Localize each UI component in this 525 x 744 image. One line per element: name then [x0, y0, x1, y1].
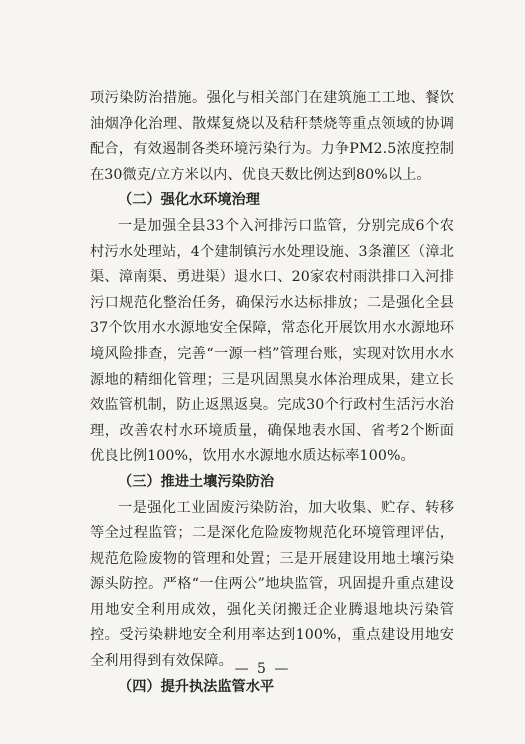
paragraph-air-pollution-continued: 项污染防治措施。强化与相关部门在建筑施工工地、餐饮油烟净化治理、散煤复烧以及秸秆禁烧等重点领域的协调配合，有效遏制各类环境污染行为。力争PM2.5浓度控制在30微克/立方米以内、优良天数比例达到80%以上。 [90, 90, 454, 183]
section-heading-soil: （三）推进土壤污染防治 [118, 473, 275, 490]
paragraph-water-environment: 一是加强全县33个入河排污口监管，分别完成6个农村污水处理站，4个建制镇污水处理设施、3条灌区（漳北渠、漳南渠、勇进渠）退水口、20家农村雨洪排口入河排污口规范化整治任务，确保污水达标排放；二是强化全县37个饮用水水源地安全保障，常态化开展饮用水水源地环境风险排查，完善“一源一档”管理台账，实现对饮用水水源地的精细化管理；三是巩固黑臭水体治理成果，建立长效监管机制，防止返黑返臭。完成30个行政村生活污水治理，改善农村水环境质量，确保地表水国、省考2个断面优良比例100%，饮用水水源地水质达标率100%。 [90, 217, 454, 465]
page-number: — 5 — [234, 661, 291, 677]
section-heading-enforcement: （四）提升执法监管水平 [118, 678, 275, 695]
section-heading-water: （二）强化水环境治理 [118, 192, 260, 209]
paragraph-soil-pollution: 一是强化工业固废污染防治，加大收集、贮存、转移等全过程监管；二是深化危险废物规范化环境管理评估，规范危险废物的管理和处置；三是开展建设用地土壤污染源头防控。严格“一住两公”地块监管，巩固提升重点建设用地安全利用成效，强化关闭搬迁企业腾退地块污染管控。受污染耕地安全利用率达到100%，重点建设用地安全利用得到有效保障。 [90, 499, 454, 670]
document-body [90, 86, 454, 700]
